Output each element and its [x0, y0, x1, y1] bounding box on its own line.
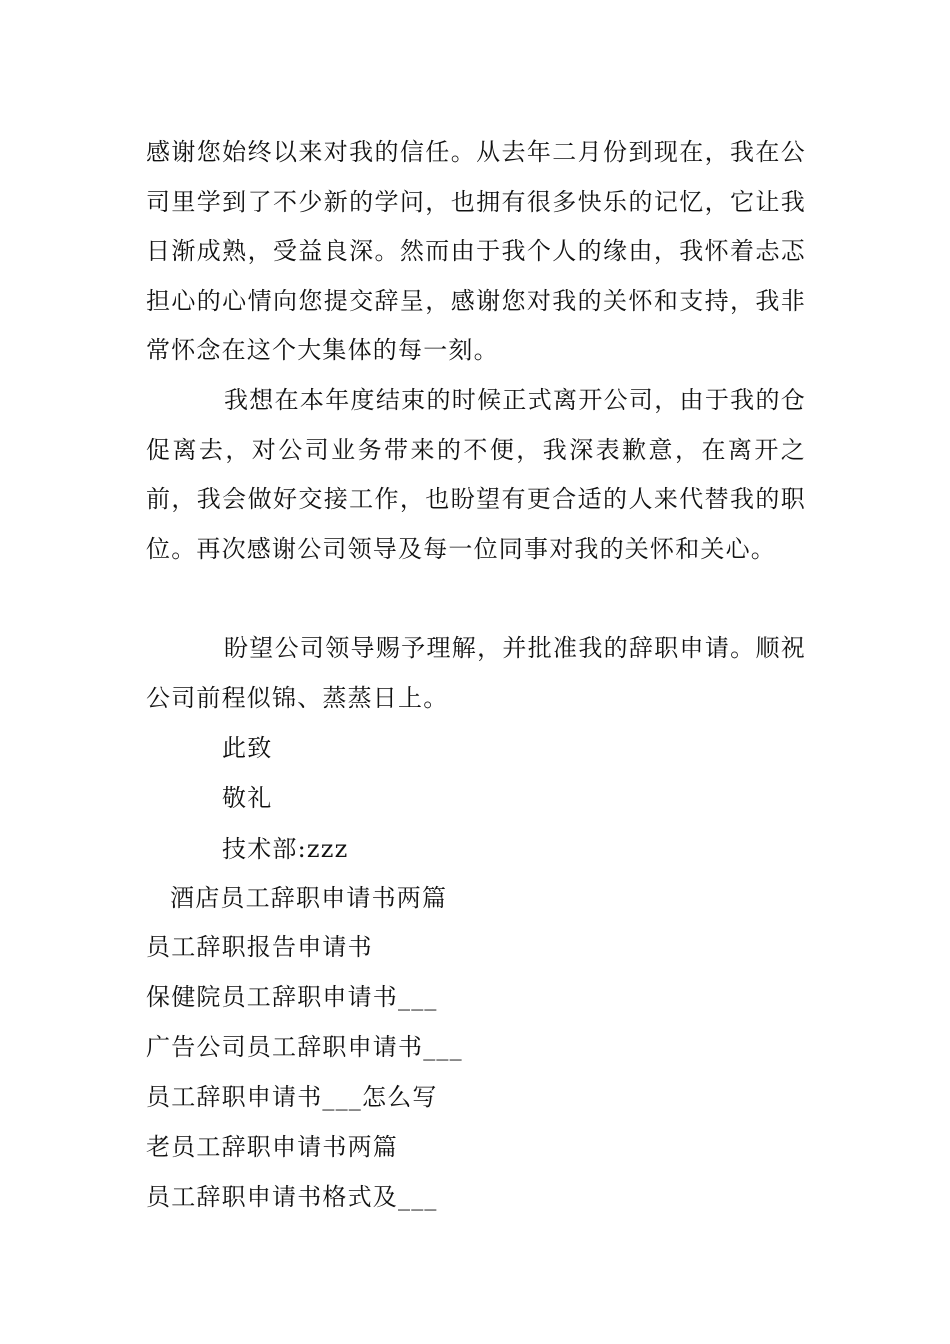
related-link[interactable]: 保健院员工辞职申请书___ — [146, 983, 438, 1011]
body-paragraph-2: 我想在本年度结束的时候正式离开公司，由于我的仓促离去，对公司业务带来的不便，我深表歉意，在离开之前，我会做好交接工作，也盼望有更合适的人来代替我的职位。再次感谢公司领导及每一位同事对我的关怀和关心。 — [146, 386, 806, 563]
closing-line: 此致 — [222, 734, 273, 762]
related-link[interactable]: 员工辞职申请书___怎么写 — [146, 1083, 438, 1111]
body-paragraph-3: 盼望公司领导赐予理解，并批准我的辞职申请。顺祝公司前程似锦、蒸蒸日上。 — [146, 634, 806, 712]
related-link[interactable]: 老员工辞职申请书两篇 — [146, 1133, 398, 1161]
salutation-line: 敬礼 — [222, 784, 273, 812]
related-link[interactable]: 员工辞职申请书格式及___ — [146, 1183, 438, 1211]
body-paragraph-1: 感谢您始终以来对我的信任。从去年二月份到现在，我在公司里学到了不少新的学问，也拥有很多快乐的记忆，它让我日渐成熟，受益良深。然而由于我个人的缘由，我怀着忐忑担心的心情向您提交辞呈，感谢您对我的关怀和支持，我非常怀念在这个大集体的每一刻。 — [146, 138, 806, 364]
related-link[interactable]: 员工辞职报告申请书 — [146, 933, 373, 961]
signature-line: 技术部:zzz — [222, 835, 349, 863]
related-link[interactable]: 酒店员工辞职申请书两篇 — [170, 884, 448, 912]
related-link[interactable]: 广告公司员工辞职申请书___ — [146, 1033, 463, 1061]
